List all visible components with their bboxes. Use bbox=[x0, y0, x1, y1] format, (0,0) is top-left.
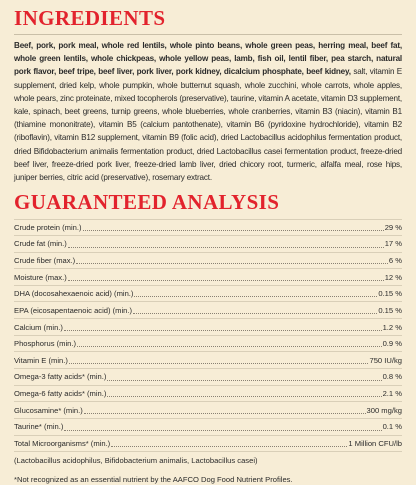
analysis-row bbox=[14, 386, 402, 403]
analysis-label: Crude fiber (max.) bbox=[14, 255, 76, 265]
analysis-row bbox=[14, 352, 402, 369]
analysis-value: 6 % bbox=[388, 255, 402, 265]
dot-leader bbox=[76, 262, 388, 264]
dot-leader bbox=[68, 246, 384, 248]
analysis-label: EPA (eicosapentaenoic acid) (min.) bbox=[14, 305, 133, 315]
analysis-label: Crude protein (min.) bbox=[14, 222, 82, 232]
analysis-label: Omega-6 fatty acids* (min.) bbox=[14, 389, 107, 399]
dot-leader bbox=[69, 362, 369, 364]
analysis-row bbox=[14, 269, 402, 286]
analysis-value: 750 IU/kg bbox=[369, 355, 402, 365]
ingredients-heading: INGREDIENTS bbox=[14, 6, 166, 30]
analysis-row bbox=[14, 236, 402, 253]
guaranteed-analysis-heading: GUARANTEED ANALYSIS bbox=[14, 190, 280, 215]
label-panel bbox=[14, 6, 402, 485]
analysis-value: 1 Million CFU/lb bbox=[348, 439, 402, 448]
dot-leader bbox=[133, 312, 377, 314]
analysis-value: 0.8 % bbox=[382, 372, 402, 382]
dot-leader bbox=[107, 395, 381, 397]
analysis-row bbox=[14, 253, 402, 270]
analysis-row bbox=[14, 336, 402, 353]
microorganisms-note: (Lactobacillus acidophilus, Bifidobacterium animalis, Lactobacillus casei) bbox=[14, 456, 258, 466]
analysis-row bbox=[14, 436, 402, 453]
analysis-value: 17 % bbox=[384, 239, 402, 249]
analysis-row bbox=[14, 219, 402, 236]
analysis-value: 12 % bbox=[384, 272, 402, 282]
ingredients-list bbox=[14, 39, 402, 184]
analysis-row bbox=[14, 319, 402, 336]
aafco-footnote: *Not recognized as an essential nutrient by the AAFCO Dog Food Nutrient Profiles. bbox=[14, 475, 293, 485]
analysis-value: 300 mg/kg bbox=[366, 405, 402, 415]
analysis-label: Moisture (max.) bbox=[14, 272, 67, 282]
analysis-label: Omega-3 fatty acids* (min.) bbox=[14, 372, 107, 382]
guaranteed-analysis-table bbox=[14, 219, 402, 452]
dot-leader bbox=[64, 329, 382, 331]
analysis-value: 0.9 % bbox=[382, 339, 402, 349]
analysis-row bbox=[14, 286, 402, 303]
analysis-value: 2.1 % bbox=[382, 389, 402, 399]
analysis-label: Phosphorus (min.) bbox=[14, 339, 77, 349]
dot-leader bbox=[84, 412, 366, 414]
analysis-value: 0.15 % bbox=[378, 305, 402, 315]
analysis-value: 1.2 % bbox=[382, 322, 402, 332]
dot-leader bbox=[107, 379, 381, 381]
analysis-value: 29 % bbox=[384, 222, 402, 232]
analysis-label: Glucosamine* (min.) bbox=[14, 405, 83, 415]
analysis-value: 0.1 % bbox=[382, 422, 402, 432]
dot-leader bbox=[68, 279, 384, 281]
analysis-row bbox=[14, 419, 402, 436]
dot-leader bbox=[83, 229, 384, 231]
ingredients-regular-text: salt, vitamin E supplement, dried kelp, whole pumpkin, whole butternut squash, whole zucchini, whole carrots, whole apples, whole pears, zinc proteinate, mixed tocopherols (preservative), taurine, vitamin A acetate, vitamin D3 supplement, kale, spinach, beet greens, turnip greens, whole blueberries, whole cranberries, vitamin B3 (niacin), vitamin B1 (thiamine mononitrate), vitamin B5 (calcium pantothenate), vitamin B6 (pyridoxine hydrochloride), vitamin B2 (riboflavin), vitamin B12 supplement, vitamin B9 (folic acid), dried Lactobacillus acidophilus fermentation product, dried Bifidobacterium animalis fermentation product, dried Lactobacillus casei fermentation product, freeze-dried beef liver, freeze-dried pork liver, freeze-dried lamb liver, dried chicory root, turmeric, alfalfa meal, rose hips, juniper berries, citric acid (preservative), rosemary extract. bbox=[14, 67, 402, 183]
analysis-label: Crude fat (min.) bbox=[14, 239, 67, 249]
heading-divider bbox=[14, 34, 402, 35]
analysis-label: Calcium (min.) bbox=[14, 322, 63, 332]
analysis-row bbox=[14, 302, 402, 319]
ingredients-bold-text: Beef, pork, pork meal, whole red lentils, whole pinto beans, whole green peas, herring meal, beef fat, whole green lentils, whole chickpeas, whole yellow peas, lamb, fish oil, lentil fiber, pea starch, natural pork flavor, beef tripe, beef liver, pork liver, pork kidney, dicalcium phosphate, beef kidney, bbox=[14, 41, 402, 77]
analysis-value: 0.15 % bbox=[378, 289, 402, 299]
dot-leader bbox=[64, 429, 381, 431]
analysis-label: Vitamin E (min.) bbox=[14, 355, 68, 365]
dot-leader bbox=[77, 345, 382, 347]
analysis-label: DHA (docosahexaenoic acid) (min.) bbox=[14, 289, 134, 299]
dot-leader bbox=[111, 445, 347, 447]
analysis-label: Total Microorganisms* (min.) bbox=[14, 439, 111, 448]
analysis-row bbox=[14, 369, 402, 386]
analysis-label: Taurine* (min.) bbox=[14, 422, 64, 432]
dot-leader bbox=[134, 295, 377, 297]
analysis-row bbox=[14, 402, 402, 419]
